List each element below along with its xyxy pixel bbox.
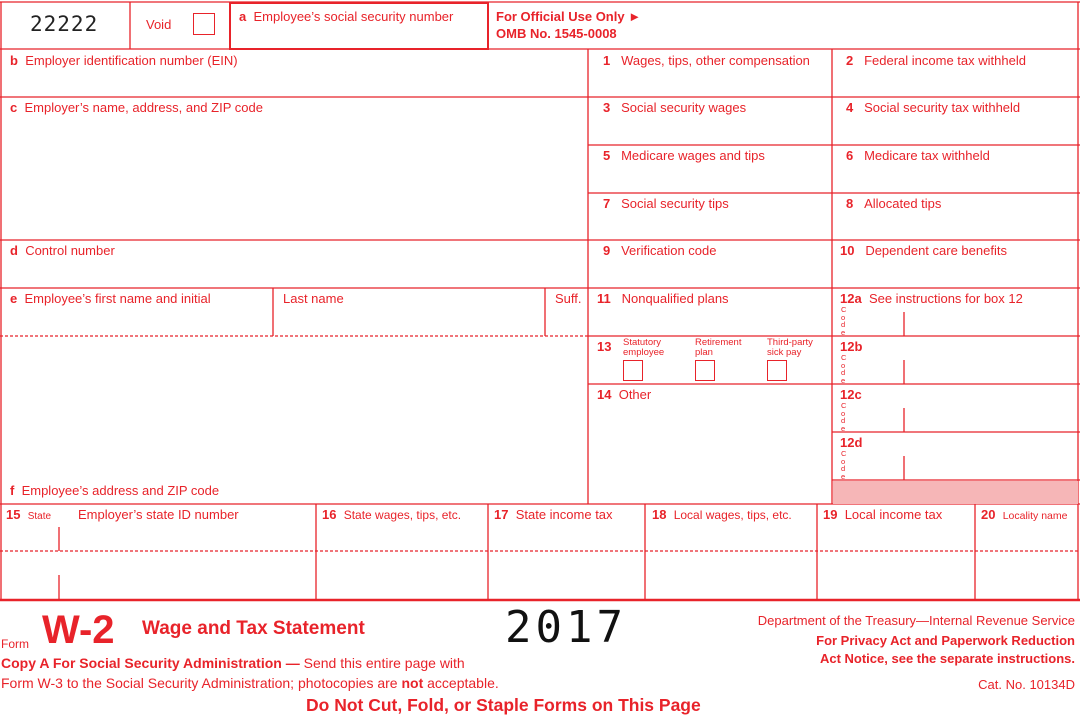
box-13-number: 13 — [597, 339, 612, 354]
box-17-label: 17 State income tax — [494, 507, 613, 522]
box-12d-label: 12d — [840, 435, 863, 450]
last-name-label: Last name — [283, 291, 344, 306]
box-18-label: 18 Local wages, tips, etc. — [652, 507, 792, 522]
retirement-plan-checkbox[interactable] — [695, 360, 715, 381]
box-15-label: 15 State — [6, 507, 52, 522]
box-8-label: 8 Allocated tips — [846, 196, 942, 211]
box-12b-label: 12b — [840, 339, 863, 354]
box-19-label: 19 Local income tax — [823, 507, 943, 522]
do-not-cut-warning: Do Not Cut, Fold, or Staple Forms on This Page — [306, 695, 701, 715]
department-label: Department of the Treasury—Internal Revenue Service — [757, 613, 1075, 628]
box-7-label: 7 Social security tips — [603, 196, 729, 211]
field-d-label: d Control number — [10, 243, 115, 258]
box-11-label: 11 Nonqualified plans — [597, 291, 729, 306]
box-20-label: 20 Locality name — [981, 507, 1068, 522]
privacy-act-line-2: Act Notice, see the separate instructions. — [819, 651, 1075, 666]
box-12a-code-label: Code — [841, 305, 847, 337]
copy-a-line-1: Copy A For Social Security Administration — Send this entire page with — [1, 655, 465, 671]
box-2-label: 2 Federal income tax withheld — [846, 53, 1026, 68]
box-14-label: 14 Other — [597, 387, 652, 402]
box-15-state-id-label: Employer’s state ID number — [78, 507, 239, 522]
statutory-employee-label: Statutory employee — [623, 337, 665, 358]
form-word: Form — [1, 637, 29, 651]
omb-number: OMB No. 1545-0008 — [496, 26, 617, 41]
field-f-label: f Employee’s address and ZIP code — [10, 483, 220, 498]
box-12c-code-label: Code — [841, 401, 847, 433]
box-4-label: 4 Social security tax withheld — [846, 100, 1021, 115]
box-1-label: 1 Wages, tips, other compensation — [603, 53, 810, 68]
official-use-label: For Official Use Only ► — [496, 9, 642, 24]
form-code: 22222 — [30, 12, 99, 36]
copy-a-line-2: Form W-3 to the Social Security Administration; photocopies are not acceptable. — [1, 675, 499, 691]
form-title: Wage and Tax Statement — [142, 618, 365, 639]
box-9-label: 9 Verification code — [603, 243, 717, 258]
box-16-label: 16 State wages, tips, etc. — [322, 507, 462, 522]
ssn-label: a Employee’s social security number — [239, 9, 454, 24]
box-12d-code-label: Code — [841, 449, 847, 481]
box-6-label: 6 Medicare tax withheld — [846, 148, 990, 163]
third-party-sick-pay-label: Third-party sick pay — [767, 337, 813, 358]
privacy-act-line-1: For Privacy Act and Paperwork Reduction — [816, 633, 1075, 648]
box-12b-code-label: Code — [841, 353, 847, 385]
shaded-cell — [833, 481, 1078, 504]
box-3-label: 3 Social security wages — [603, 100, 747, 115]
field-b-label: b Employer identification number (EIN) — [10, 53, 238, 68]
field-c-label: c Employer’s name, address, and ZIP code — [10, 100, 263, 115]
box-5-label: 5 Medicare wages and tips — [603, 148, 765, 163]
statutory-employee-checkbox[interactable] — [623, 360, 643, 381]
tax-year: 2017 — [505, 602, 627, 653]
field-e-label: e Employee’s first name and initial — [10, 291, 211, 306]
third-party-sick-pay-checkbox[interactable] — [767, 360, 787, 381]
form-name: W-2 — [42, 608, 115, 652]
suffix-label: Suff. — [555, 291, 582, 306]
catalog-number: Cat. No. 10134D — [978, 677, 1075, 692]
box-10-label: 10 Dependent care benefits — [840, 243, 1007, 258]
box-12c-label: 12c — [840, 387, 862, 402]
retirement-plan-label: Retirement plan — [695, 337, 742, 358]
box-12a-label: 12a See instructions for box 12 — [840, 291, 1023, 306]
void-label: Void — [146, 17, 172, 32]
void-checkbox[interactable] — [193, 13, 215, 35]
